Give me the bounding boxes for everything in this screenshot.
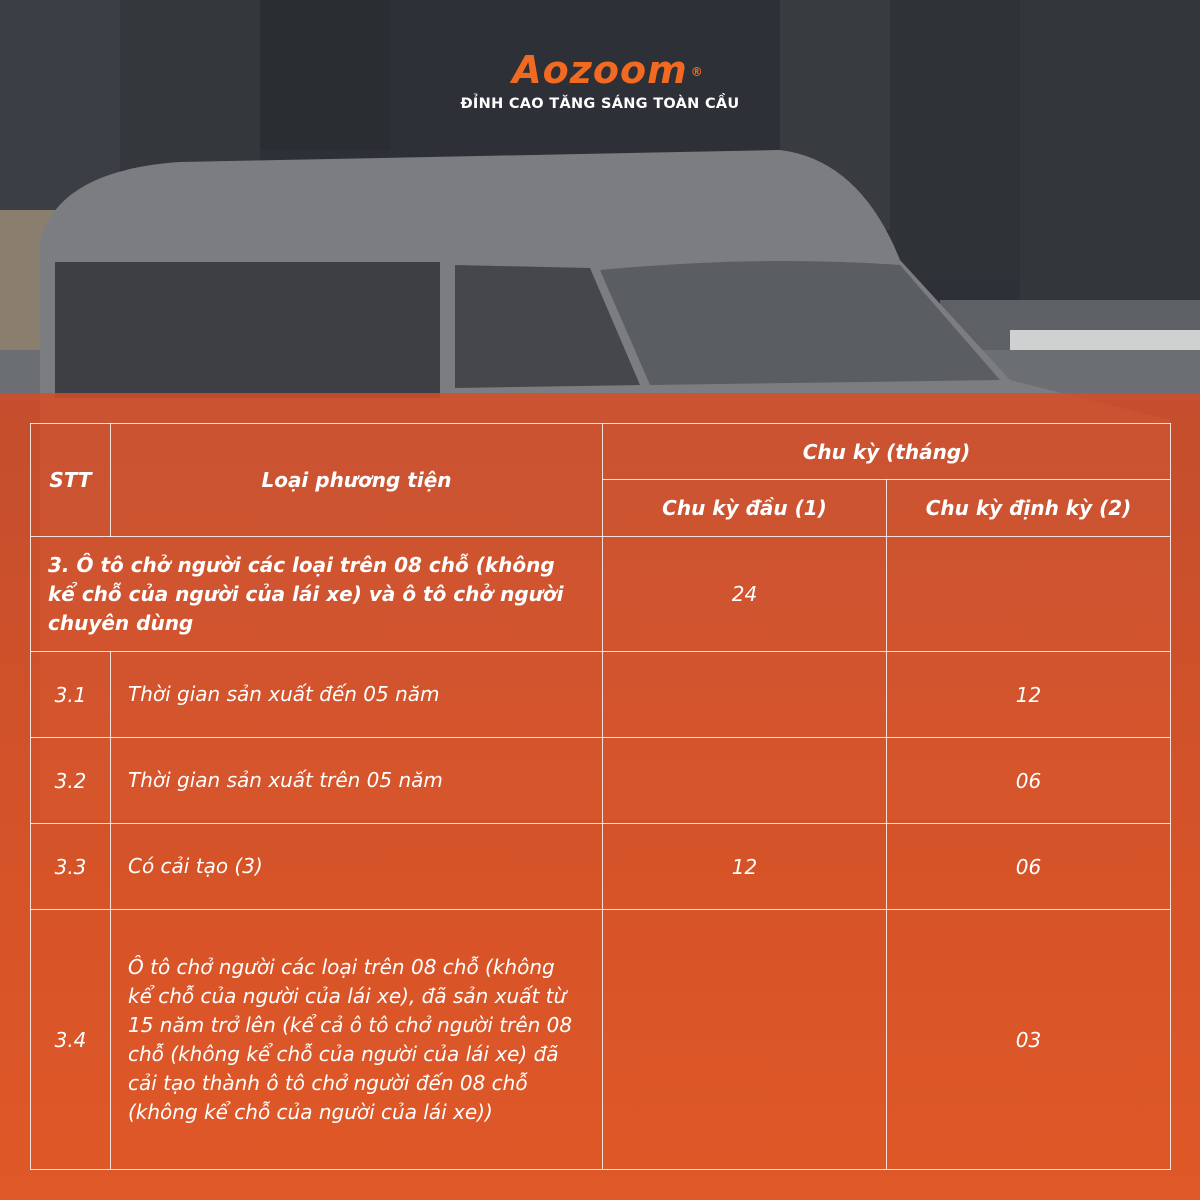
header-vehicle-type: Loại phương tiện	[111, 424, 603, 537]
cell-vehicle-type: Thời gian sản xuất đến 05 năm	[111, 652, 603, 738]
brand-logo	[0, 48, 1200, 112]
logo-text: Aozoom	[512, 48, 688, 92]
cell-vehicle-type: Thời gian sản xuất trên 05 năm	[111, 738, 603, 824]
inspection-cycle-table	[30, 423, 1171, 1170]
cell-periodic-cycle	[887, 537, 1171, 652]
cell-stt: 3.3	[31, 824, 111, 910]
table-row	[31, 738, 1171, 824]
table-row	[31, 652, 1171, 738]
table-row	[31, 910, 1171, 1170]
header-stt: STT	[31, 424, 111, 537]
group-title: 3. Ô tô chở người các loại trên 08 chỗ (không kể chỗ của người của lái xe) và ô tô chở người chuyên dùng	[31, 537, 603, 652]
cell-stt: 3.2	[31, 738, 111, 824]
header-periodic-cycle: Chu kỳ định kỳ (2)	[887, 480, 1171, 537]
header-first-cycle: Chu kỳ đầu (1)	[603, 480, 887, 537]
cell-vehicle-type: Ô tô chở người các loại trên 08 chỗ (không kể chỗ của người của lái xe), đã sản xuất từ 15 năm trở lên (kể cả ô tô chở người trên 08 chỗ (không kể chỗ của người của lái xe) đã cải tạo thành ô tô chở người đến 08 chỗ (không kể chỗ của người của lái xe))	[111, 910, 603, 1170]
cell-stt: 3.1	[31, 652, 111, 738]
cell-stt: 3.4	[31, 910, 111, 1170]
cell-periodic-cycle: 06	[887, 824, 1171, 910]
registered-mark: ®	[690, 65, 704, 79]
cell-first-cycle: 24	[603, 537, 887, 652]
brand-tagline: ĐỈNH CAO TĂNG SÁNG TOÀN CẦU	[460, 96, 740, 112]
header-cycle-group: Chu kỳ (tháng)	[603, 424, 1171, 480]
cell-periodic-cycle: 03	[887, 910, 1171, 1170]
logo-wordmark	[512, 48, 704, 92]
cell-periodic-cycle: 06	[887, 738, 1171, 824]
table-row	[31, 824, 1171, 910]
table-row-group	[31, 537, 1171, 652]
cell-first-cycle	[603, 910, 887, 1170]
cell-first-cycle	[603, 738, 887, 824]
cell-periodic-cycle: 12	[887, 652, 1171, 738]
header-row-1	[31, 424, 1171, 480]
cell-vehicle-type: Có cải tạo (3)	[111, 824, 603, 910]
cell-first-cycle: 12	[603, 824, 887, 910]
cell-first-cycle	[603, 652, 887, 738]
